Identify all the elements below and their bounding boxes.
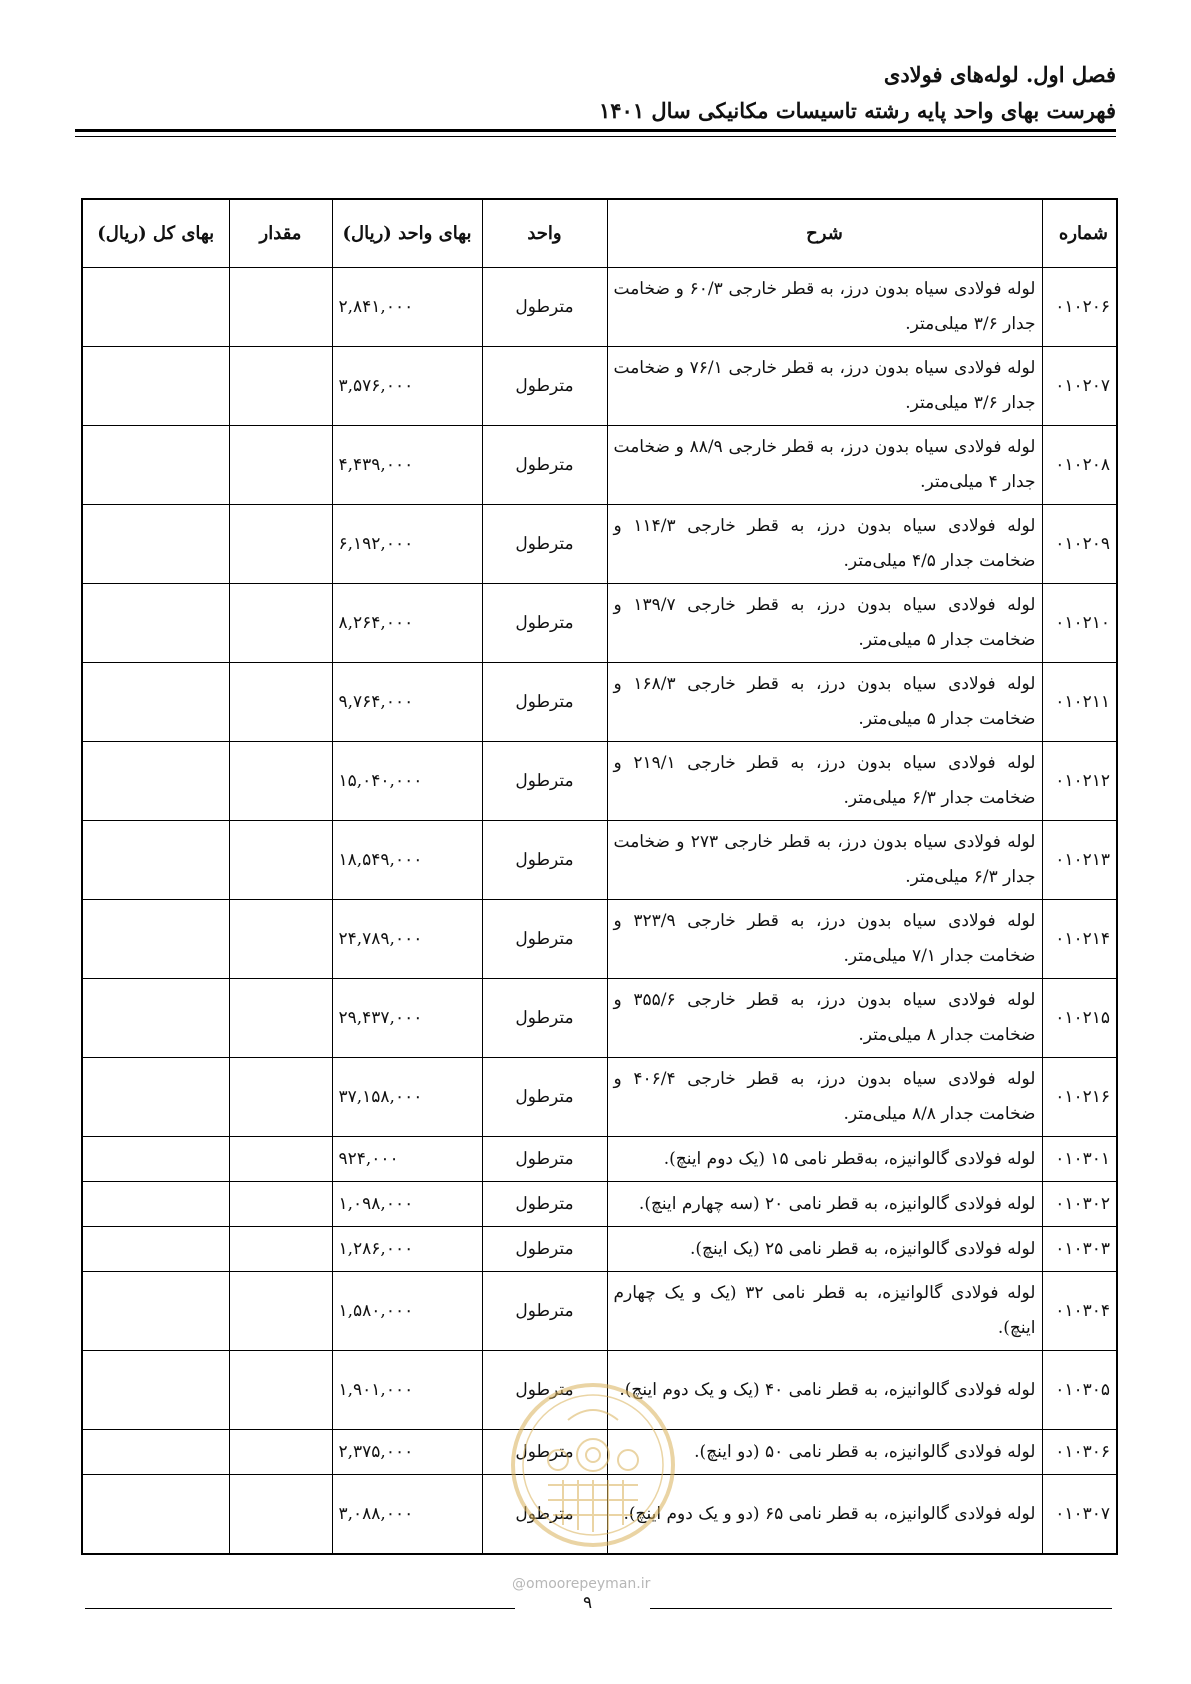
item-description: لوله فولادی گالوانیزه، به قطر نامی ۲۰ (سه چهارم اینچ). [607, 1182, 1042, 1227]
item-description: لوله فولادی سیاه بدون درز، به قطر خارجی ۳۲۳/۹ و ضخامت جدار ۷/۱ میلی‌متر. [607, 900, 1042, 979]
item-unit: مترطول [482, 1475, 607, 1555]
item-quantity [229, 426, 332, 505]
item-description: لوله فولادی گالوانیزه، به قطر نامی ۴۰ (یک و یک دوم اینچ). [607, 1351, 1042, 1430]
item-quantity [229, 979, 332, 1058]
item-quantity [229, 505, 332, 584]
item-quantity [229, 663, 332, 742]
table-row [82, 979, 1117, 1058]
item-number: ۰۱۰۳۰۶ [1042, 1430, 1117, 1475]
item-number: ۰۱۰۲۰۸ [1042, 426, 1117, 505]
item-unit: مترطول [482, 505, 607, 584]
item-unit: مترطول [482, 1182, 607, 1227]
item-unit: مترطول [482, 1227, 607, 1272]
item-number: ۰۱۰۲۰۷ [1042, 347, 1117, 426]
item-number: ۰۱۰۲۱۳ [1042, 821, 1117, 900]
item-unit-price: ۸,۲۶۴,۰۰۰ [332, 584, 482, 663]
item-unit: مترطول [482, 1351, 607, 1430]
item-quantity [229, 347, 332, 426]
item-quantity [229, 1227, 332, 1272]
item-description: لوله فولادی سیاه بدون درز، به قطر خارجی ۶۰/۳ و ضخامت جدار ۳/۶ میلی‌متر. [607, 268, 1042, 347]
item-total-price [82, 979, 229, 1058]
item-quantity [229, 1182, 332, 1227]
item-number: ۰۱۰۳۰۵ [1042, 1351, 1117, 1430]
price-table [81, 198, 1118, 1555]
watermark-logo [508, 1380, 678, 1550]
item-unit-price: ۳۷,۱۵۸,۰۰۰ [332, 1058, 482, 1137]
item-quantity [229, 584, 332, 663]
item-unit: مترطول [482, 821, 607, 900]
item-unit-price: ۲۹,۴۳۷,۰۰۰ [332, 979, 482, 1058]
item-description: لوله فولادی سیاه بدون درز، به قطر خارجی ۱۳۹/۷ و ضخامت جدار ۵ میلی‌متر. [607, 584, 1042, 663]
item-unit-price: ۲۴,۷۸۹,۰۰۰ [332, 900, 482, 979]
item-total-price [82, 1227, 229, 1272]
item-quantity [229, 900, 332, 979]
col-header-unit: واحد [482, 199, 607, 268]
col-header-unit-price: بهای واحد (ریال) [332, 199, 482, 268]
item-unit: مترطول [482, 1430, 607, 1475]
item-unit: مترطول [482, 900, 607, 979]
table-row [82, 1137, 1117, 1182]
item-unit: مترطول [482, 584, 607, 663]
item-unit-price: ۱,۲۸۶,۰۰۰ [332, 1227, 482, 1272]
item-unit-price: ۲,۳۷۵,۰۰۰ [332, 1430, 482, 1475]
item-number: ۰۱۰۲۱۱ [1042, 663, 1117, 742]
item-description: لوله فولادی سیاه بدون درز، به قطر خارجی ۲۱۹/۱ و ضخامت جدار ۶/۳ میلی‌متر. [607, 742, 1042, 821]
item-description: لوله فولادی گالوانیزه، به قطر نامی ۳۲ (یک و یک چهارم اینچ). [607, 1272, 1042, 1351]
item-quantity [229, 1272, 332, 1351]
item-quantity [229, 1058, 332, 1137]
item-total-price [82, 1351, 229, 1430]
item-total-price [82, 1430, 229, 1475]
item-total-price [82, 505, 229, 584]
item-unit: مترطول [482, 1137, 607, 1182]
header-rule-thick [75, 129, 1116, 132]
item-number: ۰۱۰۳۰۳ [1042, 1227, 1117, 1272]
footer-rule-right [650, 1608, 1112, 1609]
item-total-price [82, 268, 229, 347]
item-total-price [82, 900, 229, 979]
item-unit: مترطول [482, 268, 607, 347]
item-quantity [229, 1137, 332, 1182]
item-unit: مترطول [482, 347, 607, 426]
item-description: لوله فولادی گالوانیزه، به قطر نامی ۵۰ (دو اینچ). [607, 1430, 1042, 1475]
item-description: لوله فولادی سیاه بدون درز، به قطر خارجی ۱۱۴/۳ و ضخامت جدار ۴/۵ میلی‌متر. [607, 505, 1042, 584]
item-number: ۰۱۰۲۱۵ [1042, 979, 1117, 1058]
table-row [82, 663, 1117, 742]
item-number: ۰۱۰۲۰۶ [1042, 268, 1117, 347]
table-row [82, 821, 1117, 900]
page-number: ۹ [583, 1593, 593, 1613]
item-number: ۰۱۰۲۰۹ [1042, 505, 1117, 584]
col-header-description: شرح [607, 199, 1042, 268]
header-rule-thin [75, 136, 1116, 137]
item-quantity [229, 1430, 332, 1475]
col-header-total-price: بهای کل (ریال) [82, 199, 229, 268]
item-description: لوله فولادی سیاه بدون درز، به قطر خارجی ۲۷۳ و ضخامت جدار ۶/۳ میلی‌متر. [607, 821, 1042, 900]
item-description: لوله فولادی سیاه بدون درز، به قطر خارجی ۸۸/۹ و ضخامت جدار ۴ میلی‌متر. [607, 426, 1042, 505]
item-total-price [82, 347, 229, 426]
item-total-price [82, 1058, 229, 1137]
item-unit-price: ۲,۸۴۱,۰۰۰ [332, 268, 482, 347]
footer-rule-left [85, 1608, 515, 1609]
item-unit-price: ۱,۰۹۸,۰۰۰ [332, 1182, 482, 1227]
item-total-price [82, 821, 229, 900]
item-unit-price: ۹,۷۶۴,۰۰۰ [332, 663, 482, 742]
item-description: لوله فولادی گالوانیزه، به قطر نامی ۲۵ (یک اینچ). [607, 1227, 1042, 1272]
item-quantity [229, 742, 332, 821]
table-row [82, 742, 1117, 821]
item-unit-price: ۹۲۴,۰۰۰ [332, 1137, 482, 1182]
item-unit-price: ۳,۵۷۶,۰۰۰ [332, 347, 482, 426]
table-row [82, 505, 1117, 584]
item-unit: مترطول [482, 742, 607, 821]
item-number: ۰۱۰۳۰۷ [1042, 1475, 1117, 1555]
item-unit-price: ۱۸,۵۴۹,۰۰۰ [332, 821, 482, 900]
table-row [82, 426, 1117, 505]
watermark-url: @omoorepeyman.ir [512, 1576, 651, 1592]
item-description: لوله فولادی گالوانیزه، به‌قطر نامی ۱۵ (یک دوم اینچ). [607, 1137, 1042, 1182]
item-unit: مترطول [482, 663, 607, 742]
item-total-price [82, 663, 229, 742]
item-quantity [229, 268, 332, 347]
item-unit: مترطول [482, 1058, 607, 1137]
item-unit-price: ۱,۵۸۰,۰۰۰ [332, 1272, 482, 1351]
item-total-price [82, 1475, 229, 1555]
item-number: ۰۱۰۳۰۱ [1042, 1137, 1117, 1182]
item-number: ۰۱۰۳۰۴ [1042, 1272, 1117, 1351]
item-total-price [82, 1137, 229, 1182]
col-header-number: شماره [1042, 199, 1117, 268]
item-unit-price: ۱۵,۰۴۰,۰۰۰ [332, 742, 482, 821]
item-number: ۰۱۰۳۰۲ [1042, 1182, 1117, 1227]
table-row [82, 1058, 1117, 1137]
item-total-price [82, 1182, 229, 1227]
table-row [82, 268, 1117, 347]
item-number: ۰۱۰۲۱۴ [1042, 900, 1117, 979]
table-row [82, 1227, 1117, 1272]
col-header-quantity: مقدار [229, 199, 332, 268]
item-total-price [82, 742, 229, 821]
item-description: لوله فولادی سیاه بدون درز، به قطر خارجی ۷۶/۱ و ضخامت جدار ۳/۶ میلی‌متر. [607, 347, 1042, 426]
document-title: فهرست بهای واحد پایه رشته تاسیسات مکانیکی سال ۱۴۰۱ [598, 98, 1116, 123]
table-header-row [82, 199, 1117, 268]
item-total-price [82, 584, 229, 663]
item-unit-price: ۶,۱۹۲,۰۰۰ [332, 505, 482, 584]
item-quantity [229, 1351, 332, 1430]
item-total-price [82, 426, 229, 505]
item-number: ۰۱۰۲۱۶ [1042, 1058, 1117, 1137]
table-row [82, 584, 1117, 663]
item-total-price [82, 1272, 229, 1351]
table-row [82, 347, 1117, 426]
item-quantity [229, 821, 332, 900]
item-description: لوله فولادی سیاه بدون درز، به قطر خارجی ۴۰۶/۴ و ضخامت جدار ۸/۸ میلی‌متر. [607, 1058, 1042, 1137]
item-unit: مترطول [482, 426, 607, 505]
item-description: لوله فولادی سیاه بدون درز، به قطر خارجی ۳۵۵/۶ و ضخامت جدار ۸ میلی‌متر. [607, 979, 1042, 1058]
table-row [82, 1182, 1117, 1227]
item-unit-price: ۳,۰۸۸,۰۰۰ [332, 1475, 482, 1555]
item-number: ۰۱۰۲۱۲ [1042, 742, 1117, 821]
table-row [82, 900, 1117, 979]
item-unit: مترطول [482, 1272, 607, 1351]
item-number: ۰۱۰۲۱۰ [1042, 584, 1117, 663]
item-quantity [229, 1475, 332, 1555]
table-row [82, 1272, 1117, 1351]
item-description: لوله فولادی گالوانیزه، به قطر نامی ۶۵ (دو و یک دوم اینچ). [607, 1475, 1042, 1555]
item-unit-price: ۴,۴۳۹,۰۰۰ [332, 426, 482, 505]
item-description: لوله فولادی سیاه بدون درز، به قطر خارجی ۱۶۸/۳ و ضخامت جدار ۵ میلی‌متر. [607, 663, 1042, 742]
item-unit-price: ۱,۹۰۱,۰۰۰ [332, 1351, 482, 1430]
item-unit: مترطول [482, 979, 607, 1058]
chapter-title: فصل اول. لوله‌های فولادی [883, 62, 1116, 87]
